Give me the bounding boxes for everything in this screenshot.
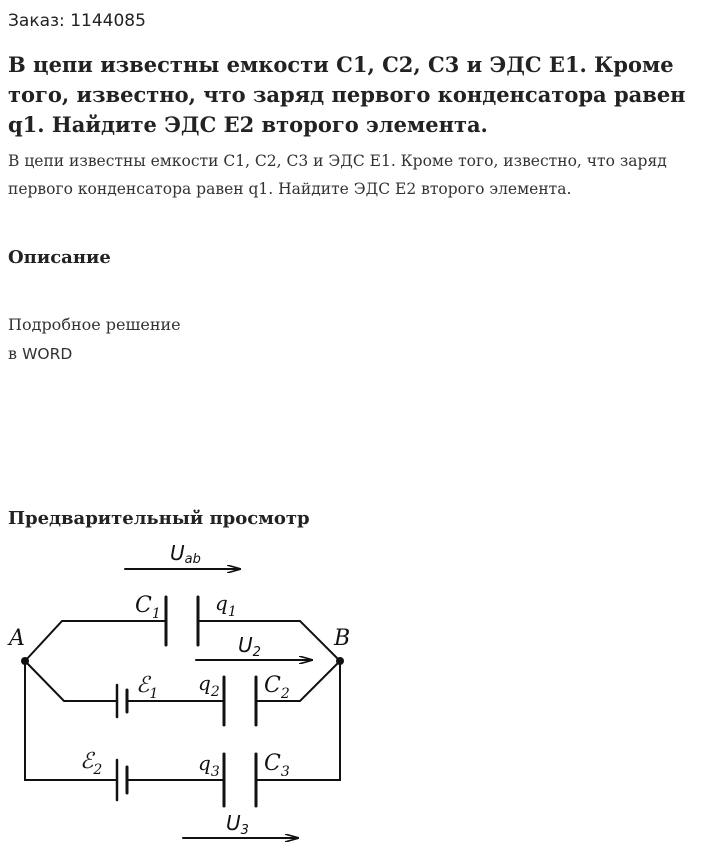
c3-sub: 3: [280, 764, 290, 780]
u-2-label: [238, 633, 261, 660]
description-heading: Описание: [8, 247, 111, 268]
description-body: [8, 310, 181, 369]
c1-label: [135, 593, 161, 622]
node-b-dot: [336, 657, 344, 665]
c2-sub: 2: [280, 686, 290, 702]
u-ab-main: U: [170, 541, 185, 565]
description-line-2-word: WORD: [22, 345, 73, 363]
circuit-diagram: [0, 540, 400, 850]
middle-branch-wire-left: [25, 661, 117, 701]
c1-main: C: [135, 593, 152, 618]
e1-sub: 1: [149, 686, 159, 702]
q1-sub: 1: [227, 604, 237, 620]
order-value: 1144085: [70, 11, 146, 31]
e2-main: ℰ: [80, 749, 94, 774]
q2-main: q: [198, 671, 211, 695]
description-line-2-prefix: в: [8, 344, 18, 363]
q2-sub: 2: [210, 684, 220, 700]
u-2-sub: 2: [252, 645, 261, 660]
top-branch-wire-left: [25, 621, 166, 661]
q2-label: [198, 671, 220, 700]
c1-sub: 1: [151, 606, 161, 622]
node-b-label: B: [334, 626, 351, 651]
u-ab-sub: ab: [184, 552, 201, 567]
top-branch-wire-right: [198, 621, 340, 661]
u-3-sub: 3: [240, 823, 249, 838]
node-a-dot: [21, 657, 29, 665]
node-a-label: A: [9, 626, 25, 651]
description-line-1: Подробное решение: [8, 315, 181, 334]
u-2-main: U: [238, 633, 253, 657]
q1-label: [215, 591, 237, 620]
q3-main: q: [198, 751, 211, 775]
e2-sub: 2: [93, 762, 103, 778]
task-description: В цепи известны емкости C1, C2, C3 и ЭДС E1. Кроме того, известно, что заряд первого конденсатора равен q1. Найдите ЭДС E2 второго элемента.: [8, 152, 667, 198]
q3-sub: 3: [210, 764, 220, 780]
order-number: [8, 11, 146, 31]
order-label: Заказ:: [8, 11, 65, 31]
q1-main: q: [215, 591, 228, 615]
q3-label: [198, 751, 220, 780]
u-3-label: [226, 811, 249, 838]
u-3-main: U: [226, 811, 241, 835]
u-ab-label: [170, 541, 201, 567]
page-title: В цепи известны емкости C1, C2, C3 и ЭДС E1. Кроме того, известно, что заряд первого конденсатора равен q1. Найдите ЭДС E2 второго элемента.: [8, 52, 686, 137]
c2-main: C: [264, 673, 281, 698]
e1-main: ℰ: [136, 673, 150, 698]
e2-label: [80, 749, 102, 778]
c3-main: C: [264, 751, 281, 776]
e1-label: [136, 673, 158, 702]
c2-label: [264, 673, 290, 702]
c3-label: [264, 751, 290, 780]
bottom-branch-wire-left: [25, 661, 117, 780]
description-line-2: [8, 339, 181, 369]
preview-heading: Предварительный просмотр: [8, 508, 310, 529]
